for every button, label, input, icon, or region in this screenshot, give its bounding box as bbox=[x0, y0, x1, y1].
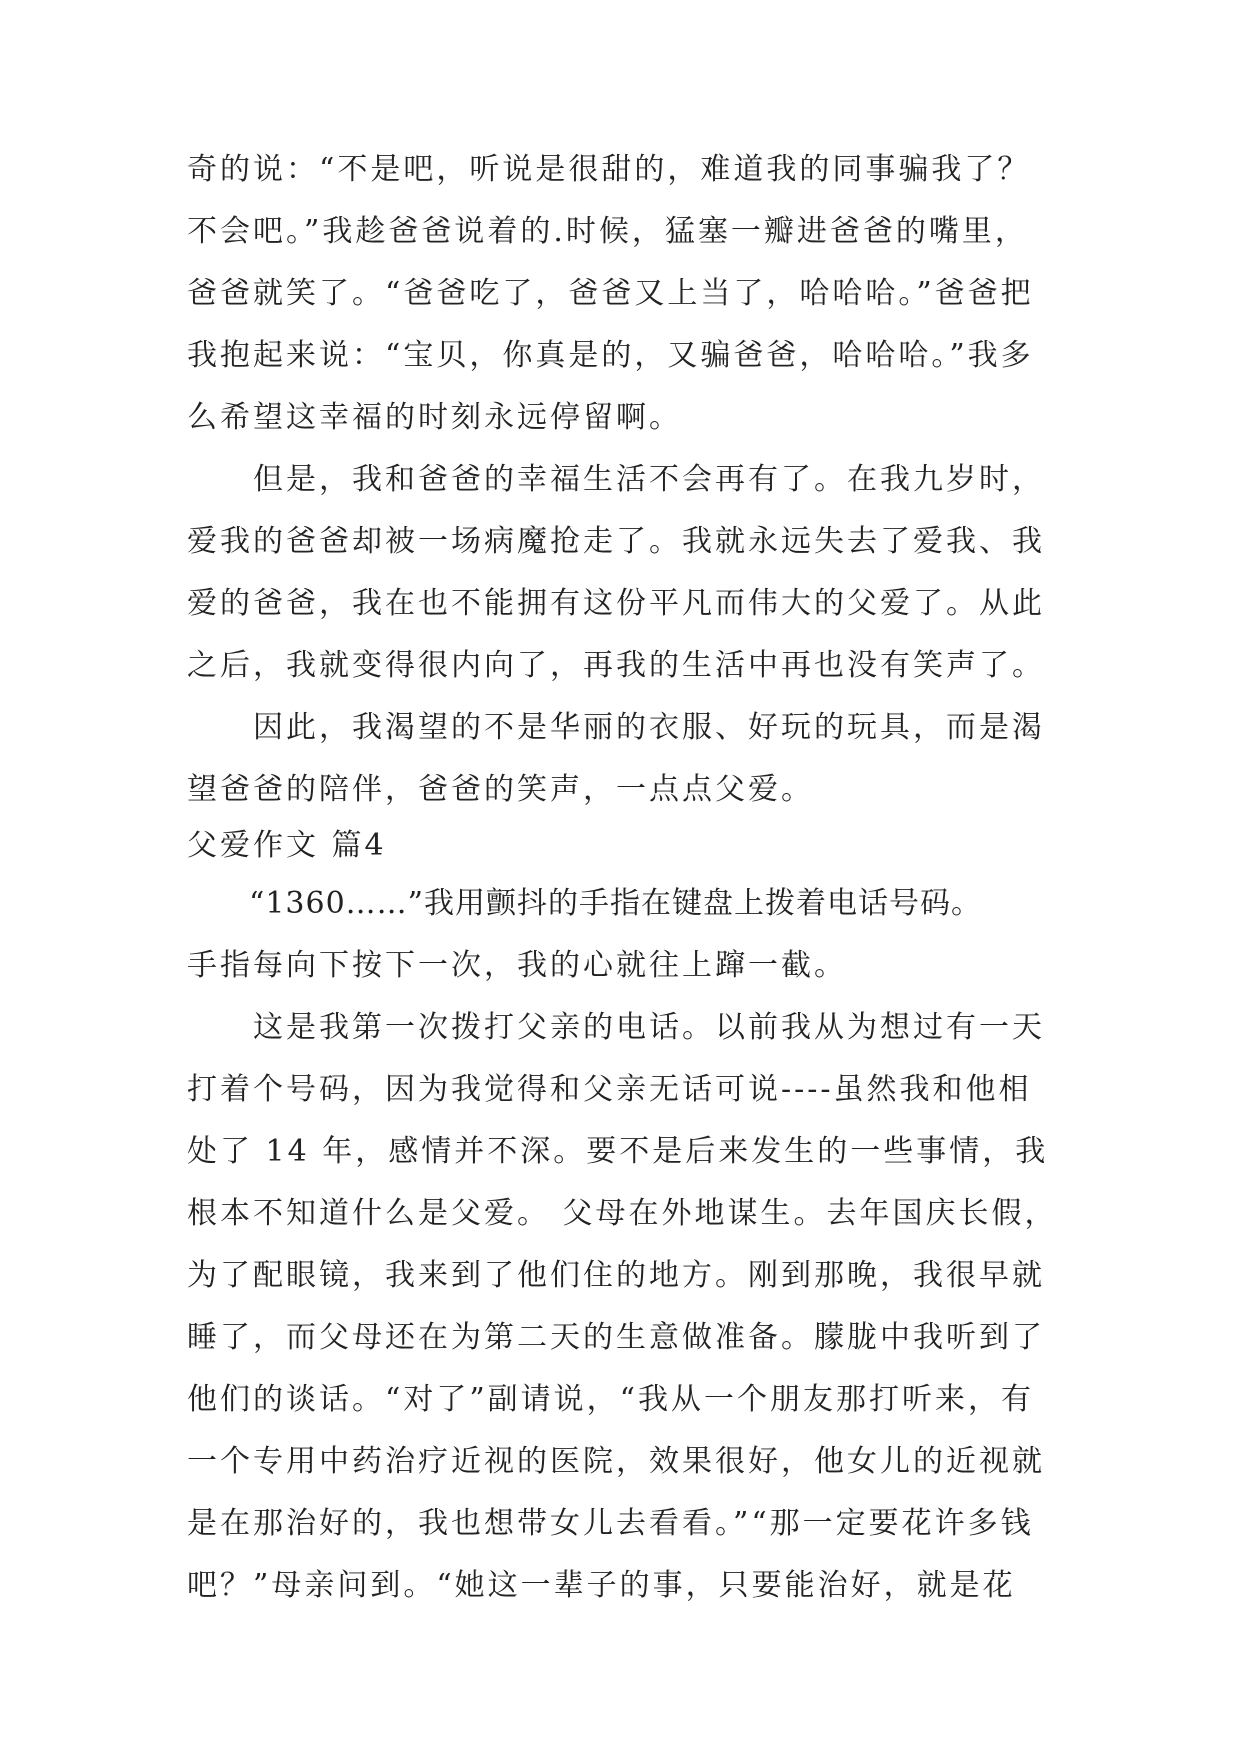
text-line: 望爸爸的陪伴，爸爸的笑声，一点点父爱。 bbox=[187, 772, 814, 807]
text-line: 因此，我渴望的不是华丽的衣服、好玩的玩具，而是渴 bbox=[187, 710, 1045, 745]
text-line: 吧？”母亲问到。“她这一辈子的事，只要能治好，就是花 bbox=[187, 1568, 1016, 1603]
text-line: 处了 14 年，感情并不深。要不是后来发生的一些事情，我 bbox=[187, 1134, 1049, 1169]
text-line: 打着个号码，因为我觉得和父亲无话可说----虽然我和他相 bbox=[187, 1072, 1032, 1107]
text-line: 但是，我和爸爸的幸福生活不会再有了。在我九岁时， bbox=[187, 462, 1045, 497]
text-line: 之后，我就变得很内向了，再我的生活中再也没有笑声了。 bbox=[187, 648, 1045, 683]
text-line: 爸爸就笑了。“爸爸吃了，爸爸又上当了，哈哈哈。”爸爸把 bbox=[187, 276, 1034, 311]
text-line: 睡了，而父母还在为第二天的生意做准备。朦胧中我听到了 bbox=[187, 1320, 1045, 1355]
text-line: 奇的说：“不是吧，听说是很甜的，难道我的同事骗我了？ bbox=[187, 152, 1031, 187]
text-line: 是在那治好的，我也想带女儿去看看。”“那一定要花许多钱 bbox=[187, 1506, 1034, 1541]
text-line: 这是我第一次拨打父亲的电话。以前我从为想过有一天 bbox=[187, 1010, 1045, 1045]
text-line: 他们的谈话。“对了”副请说，“我从一个朋友那打听来，有 bbox=[187, 1382, 1035, 1417]
text-line: 为了配眼镜，我来到了他们住的地方。刚到那晚，我很早就 bbox=[187, 1258, 1045, 1293]
text-line: 我抱起来说：“宝贝，你真是的，又骗爸爸，哈哈哈。”我多 bbox=[187, 338, 1034, 373]
text-line: 手指每向下按下一次，我的心就往上蹿一截。 bbox=[187, 948, 847, 983]
text-line: 爱我的爸爸却被一场病魔抢走了。我就永远失去了爱我、我 bbox=[187, 524, 1045, 559]
text-line: 爱的爸爸，我在也不能拥有这份平凡而伟大的父爱了。从此 bbox=[187, 586, 1045, 621]
text-line: 不会吧。”我趁爸爸说着的.时候，猛塞一瓣进爸爸的嘴里， bbox=[187, 214, 1028, 249]
section-heading: 父爱作文 篇4 bbox=[187, 828, 387, 863]
text-line: “1360……”我用颤抖的手指在键盘上拨着电话号码。 bbox=[187, 886, 983, 921]
text-line: 么希望这幸福的时刻永远停留啊。 bbox=[187, 400, 682, 435]
text-line: 一个专用中药治疗近视的医院，效果很好，他女儿的近视就 bbox=[187, 1444, 1045, 1479]
text-line: 根本不知道什么是父爱。 父母在外地谋生。去年国庆长假， bbox=[187, 1196, 1058, 1231]
